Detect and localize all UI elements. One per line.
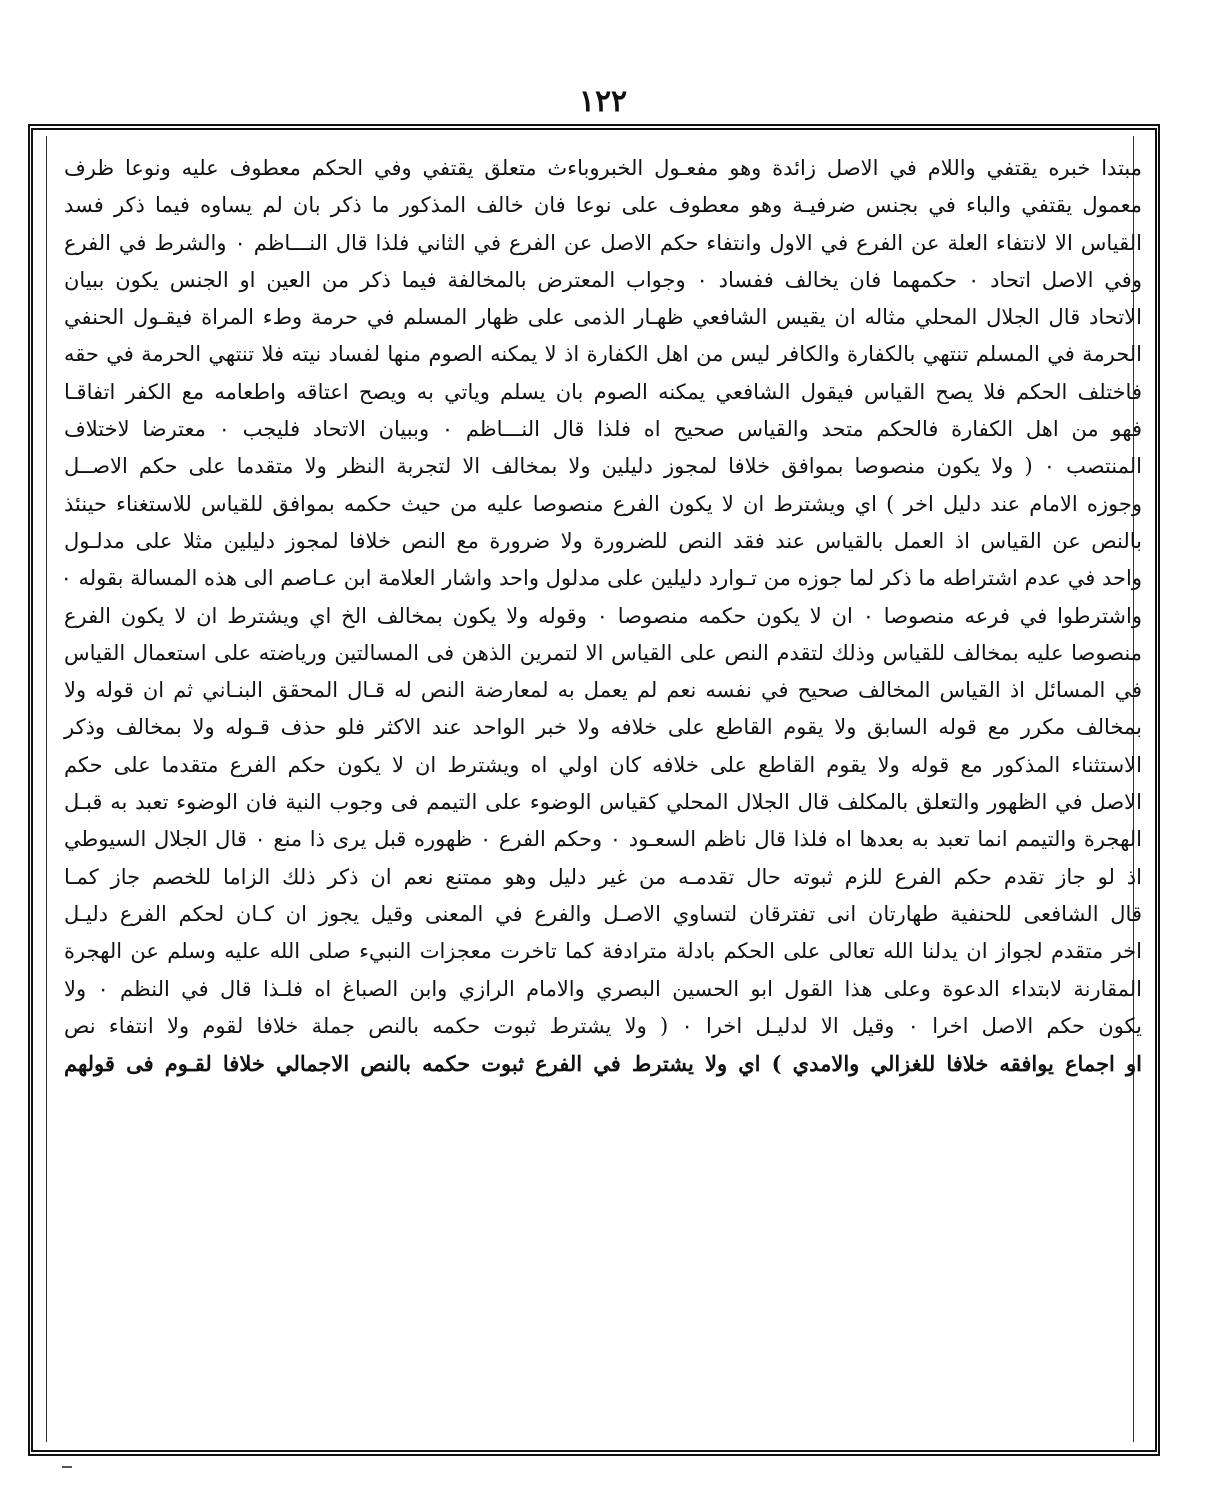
- text-line: واشترطوا في فرعه منصوصا ٠ ان لا يكون حكمه منصوصا ٠ وقوله ولا يكون بمخالف الخ اي ويشترط ان لا يكون الفرع: [64, 603, 1142, 628]
- text-line: بمخالف مكرر مع قوله السابق ولا يقوم القاطع على خلافه ولا خبر الواحد عند الاكثر فلو حذف قـوله ولا بمخالف وذكر: [64, 715, 1142, 740]
- scan-mark: [62, 1466, 72, 1468]
- text-line: اذ لو جاز تقدم حكم الفرع للزم ثبوته حال تقدمـه من غير دليل وهو ممتنع نعم ان ذكر ذلك الزاما للخصم جاز كمـا: [64, 864, 1142, 889]
- text-line: المنتصب ٠ ( ولا يكون منصوصا بموافق خلافا لمجوز دليلين ولا بمخالف الا لتجربة النظر ولا متقدما على حكم الاصــل: [64, 454, 1142, 479]
- text-line: وفي الاصل اتحاد ٠ حكمهما فان يخالف ففساد ٠ وجواب المعترض بالمخالفة فيما ذكر من العين او الجنس يكون ببيان: [64, 267, 1142, 292]
- text-line: وجوزه الامام عند دليل اخر ) اي ويشترط ان لا يكون الفرع منصوصا عليه من حيث حكمه بموافق للقياس للاستغناء حينئذ: [64, 491, 1142, 516]
- text-line: او اجماع يوافقه خلافا للغزالي والامدي ) اي ولا يشترط في الفرع ثبوت حكمه بالنص الاجمالي خلافا لقـوم فى قولهم: [64, 1051, 1142, 1077]
- text-line: في المسائل اذ القياس المخالف صحيح في نفسه نعم لم يعمل به لمعارضة النص له قـال المحقق البنـاني ثم ان قوله ولا: [64, 678, 1142, 703]
- text-line: يكون حكم الاصل اخرا ٠ وقيل الا لدليـل اخرا ٠ ( ولا يشترط ثبوت حكمه بالنص جملة خلافا لقوم ولا انتفاء نص: [64, 1013, 1142, 1038]
- text-line: بالنص عن القياس اذ العمل بالقياس عند فقد النص للضرورة ولا ضرورة مع النص خلافا لمجوز دليلين مثلا على مدلـول: [64, 528, 1142, 553]
- text-line: الاتحاد قال الجلال المحلي مثاله ان يقيس الشافعي ظهـار الذمى على ظهار المسلم في حرمة وطء المراة فيقـول الحنفي: [64, 305, 1142, 330]
- text-line: الهجرة والتيمم انما تعبد به بعدها اه فلذا قال ناظم السعـود ٠ وحكم الفرع ٠ ظهوره قبل يرى ذا منع ٠ قال الجلال السيوطي: [64, 827, 1142, 852]
- text-line: الحرمة في المسلم تنتهي بالكفارة والكافر ليس من اهل الكفارة اذ لا يمكنه الصوم منها لفساد نيته فلا تنتهي الحرمة في حقه: [64, 342, 1142, 367]
- text-line: فاختلف الحكم فلا يصح القياس فيقول الشافعي يمكنه الصوم بان يسلم وياتي به ويصح اعتاقه واطعامه مع الكفر اتفاقـا: [64, 379, 1142, 404]
- text-line: قال الشافعى للحنفية طهارتان انى تفترقان لتساوي الاصـل والفرع في المعنى وقيل يجوز ان كـان لحكم الفرع دليـل: [64, 901, 1142, 926]
- text-line: مبتدا خبره يقتفي واللام في الاصل زائدة وهو مفعـول الخبروباءث متعلق يقتفي وفي الحكم معطوف عليه ونوعا ظرف: [64, 156, 1142, 180]
- text-line: معمول يقتفي والباء في بجنس ضرفيـة وهو معطوف على نوعا فان خالف المذكور ما ذكر بان لم يساوه فيما ذكر فسد: [64, 193, 1142, 218]
- page-number: ١٢٢: [578, 84, 628, 119]
- text-line: واحد في عدم اشتراطه ما ذكر لما جوزه من تـوارد دليلين على مدلول واحد واشار العلامة ابن عـاصم الى هذه المسالة بقوله ٠: [60, 566, 1142, 591]
- text-line: الاستثناء المذكور مع قوله ولا يقوم القاطع على خلافه كان اولي اه ويشترط ان لا يكون حكم الفرع متقدما على حكم: [64, 752, 1142, 777]
- text-line: منصوصا عليه بمخالف للقياس وذلك لتقدم النص على القياس الا لتمرين الذهن فى المسالتين ورياضته على استعمال القياس: [64, 640, 1142, 665]
- main-text-block: [60, 150, 1142, 1440]
- text-line: فهو من اهل الكفارة فالحكم متحد والقياس صحيح اه فلذا قال النـــاظم ٠ وببيان الاتحاد فليجب ٠ معترضا لاختلاف: [64, 417, 1142, 442]
- text-line: اخر متقدم لجواز ان يدلنا الله تعالى على الحكم بادلة مترادفة كما تاخرت معجزات النبيء صلى الله عليه وسلم عن الهجرة: [64, 939, 1142, 964]
- text-line: القياس الا لانتفاء العلة عن الفرع في الاول وانتفاء حكم الاصل عن الفرع في الثاني فلذا قال النـــاظم ٠ والشرط في الفرع: [64, 230, 1142, 255]
- text-line: الاصل في الظهور والتعلق بالمكلف قال الجلال المحلي كقياس الوضوء على التيمم فى وجوب النية فان الوضوء تعبد به قبـل: [64, 790, 1142, 815]
- text-line: المقارنة لابتداء الدعوة وعلى هذا القول ابو الحسين البصري والامام الرازي وابن الصباغ اه فلـذا قال في النظم ٠ ولا: [64, 976, 1142, 1001]
